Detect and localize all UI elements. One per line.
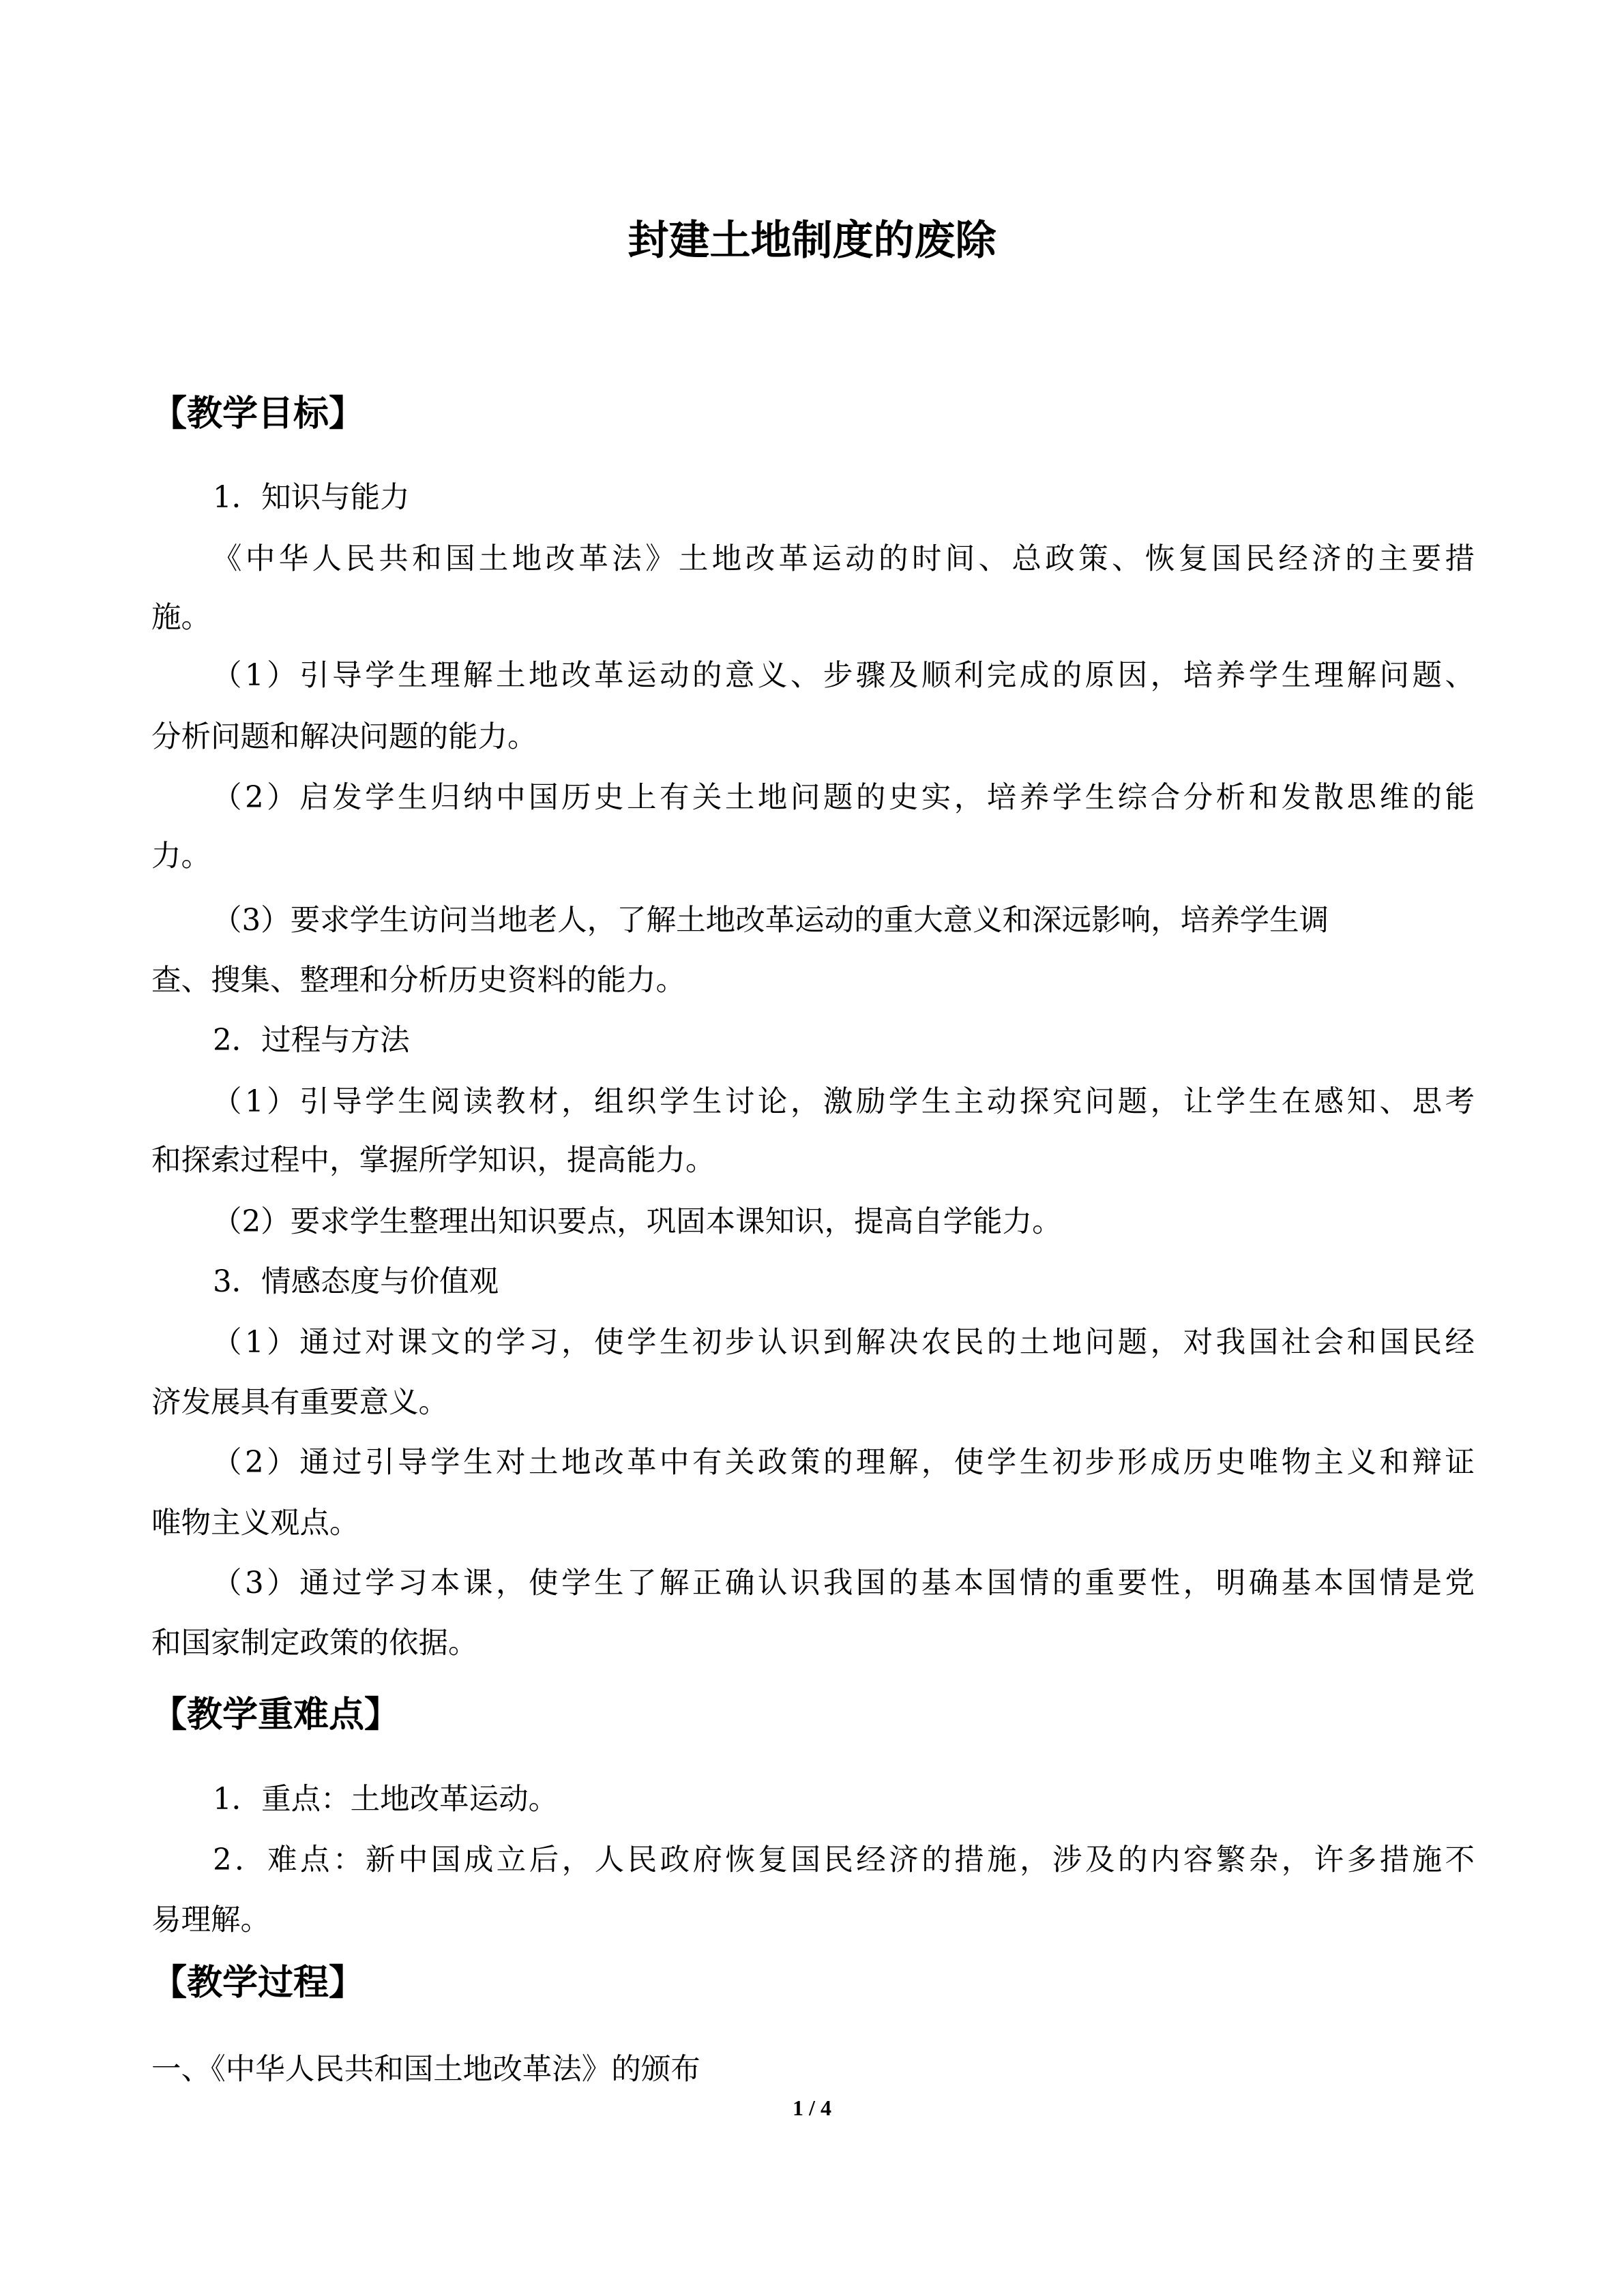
value-paragraph-cont: 唯物主义观点。 xyxy=(151,1506,359,1540)
objective-paragraph-cont: 力。 xyxy=(151,839,211,874)
objective-item-1-text: 《中华人民共和国土地改革法》土地改革运动的时间、总政策、恢复国民经济的主要措 xyxy=(212,542,1475,576)
process-step-1: 一、《中华人民共和国土地改革法》的颁布 xyxy=(151,2053,700,2087)
page-number: 1 / 4 xyxy=(793,2096,831,2120)
key-point-1: 1．重点：土地改革运动。 xyxy=(213,1783,559,1817)
key-point-2-cont: 易理解。 xyxy=(151,1903,270,1937)
value-paragraph: （3）通过学习本课，使学生了解正确认识我国的基本国情的重要性，明确基本国情是党 xyxy=(212,1566,1475,1600)
objective-paragraph: （1）引导学生理解土地改革运动的意义、步骤及顺利完成的原因，培养学生理解问题、 xyxy=(212,659,1475,693)
value-paragraph-cont: 济发展具有重要意义。 xyxy=(151,1386,448,1420)
method-paragraph: （2）要求学生整理出知识要点，巩固本课知识，提高自学能力。 xyxy=(212,1205,1062,1239)
objective-item-2-label: 2．过程与方法 xyxy=(213,1024,410,1058)
document-title: 封建土地制度的废除 xyxy=(628,217,996,265)
section-heading-objectives: 【教学目标】 xyxy=(151,393,365,434)
value-paragraph-cont: 和国家制定政策的依据。 xyxy=(151,1626,478,1660)
method-paragraph-cont: 和探索过程中，掌握所学知识，提高能力。 xyxy=(151,1144,715,1178)
value-paragraph: （1）通过对课文的学习，使学生初步认识到解决农民的土地问题，对我国社会和国民经 xyxy=(212,1326,1475,1360)
objective-paragraph: （2）启发学生归纳中国历史上有关土地问题的史实，培养学生综合分析和发散思维的能 xyxy=(212,781,1475,815)
method-paragraph: （1）引导学生阅读教材，组织学生讨论，激励学生主动探究问题，让学生在感知、思考 xyxy=(212,1085,1475,1119)
key-point-2: 2．难点：新中国成立后，人民政府恢复国民经济的措施，涉及的内容繁杂，许多措施不 xyxy=(213,1843,1475,1877)
objective-item-3-label: 3．情感态度与价值观 xyxy=(213,1265,499,1299)
section-heading-process: 【教学过程】 xyxy=(151,1963,365,2003)
objective-paragraph: （3）要求学生访问当地老人，了解土地改革运动的重大意义和深远影响，培养学生调 xyxy=(212,904,1329,938)
objective-paragraph-cont: 分析问题和解决问题的能力。 xyxy=(151,720,537,754)
objective-paragraph-cont: 查、搜集、整理和分析历史资料的能力。 xyxy=(151,964,685,998)
objective-item-1-text-cont: 施。 xyxy=(151,601,211,635)
value-paragraph: （2）通过引导学生对土地改革中有关政策的理解，使学生初步形成历史唯物主义和辩证 xyxy=(212,1446,1475,1480)
section-heading-key-points: 【教学重难点】 xyxy=(151,1695,400,1735)
objective-item-1-label: 1．知识与能力 xyxy=(213,481,410,515)
